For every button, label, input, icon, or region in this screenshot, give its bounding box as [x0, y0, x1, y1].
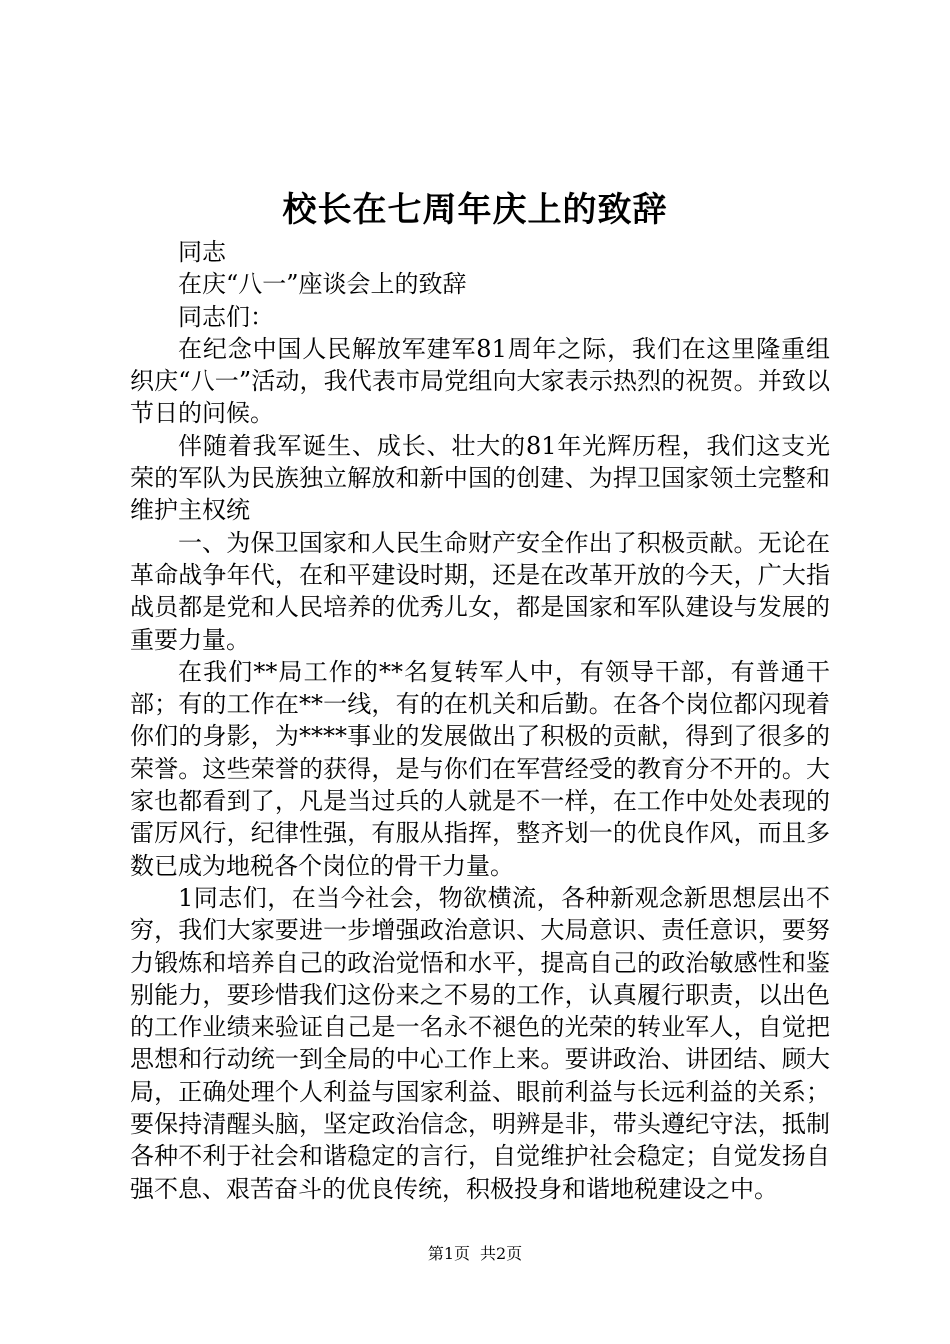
document-body: [130, 236, 830, 1205]
paragraph-body: 1同志们，在当今社会，物欲横流，各种新观念新思想层出不穷，我们大家要进一步增强政治意识、大局意识、责任意识，要努力锻炼和培养自己的政治觉悟和水平，提高自己的政治敏感性和鉴别能力，要珍惜我们这份来之不易的工作，认真履行职责，以出色的工作业绩来验证自己是一名永不褪色的光荣的转业军人，自觉把思想和行动统一到全局的中心工作上来。要讲政治、讲团结、顾大局，正确处理个人利益与国家利益、眼前利益与长远利益的关系；要保持清醒头脑，坚定政治信念，明辨是非，带头遵纪守法，抵制各种不利于社会和谐稳定的言行，自觉维护社会稳定；自觉发扬自强不息、艰苦奋斗的优良传统，积极投身和谐地税建设之中。: [130, 883, 830, 1203]
document-title: 校长在七周年庆上的致辞: [282, 190, 668, 230]
page-number-total: 共2页: [480, 1244, 523, 1263]
paragraph-subtitle: 在庆“八一”座谈会上的致辞: [178, 270, 467, 299]
page-number-current: 第1页: [427, 1244, 470, 1263]
paragraph-body: 在我们**局工作的**名复转军人中，有领导干部，有普通干部；有的工作在**一线，有的在机关和后勤。在各个岗位都闪现着你们的身影，为****事业的发展做出了积极的贡献，得到了很多的荣誉。这些荣誉的获得，是与你们在军营经受的教育分不开的。大家也都看到了，凡是当过兵的人就是不一样，在工作中处处表现的雷厉风行，纪律性强，有服从指挥，整齐划一的优良作风，而且多数已成为地税各个岗位的骨干力量。: [130, 657, 830, 880]
paragraph-body: 伴随着我军诞生、成长、壮大的81年光辉历程，我们这支光荣的军队为民族独立解放和新中国的创建、为捍卫国家领土完整和维护主权统: [130, 431, 830, 525]
paragraph-body: 在纪念中国人民解放军建军81周年之际，我们在这里隆重组织庆“八一”活动，我代表市局党组向大家表示热烈的祝贺。并致以节日的问候。: [130, 334, 830, 428]
page-footer: [0, 1244, 950, 1264]
paragraph-body: 一、为保卫国家和人民生命财产安全作出了积极贡献。无论在革命战争年代，在和平建设时期，还是在改革开放的今天，广大指战员都是党和人民培养的优秀儿女，都是国家和军队建设与发展的重要力量。: [130, 528, 830, 654]
paragraph-salutation: 同志: [178, 238, 226, 266]
paragraph-greeting: 同志们：: [178, 302, 274, 331]
